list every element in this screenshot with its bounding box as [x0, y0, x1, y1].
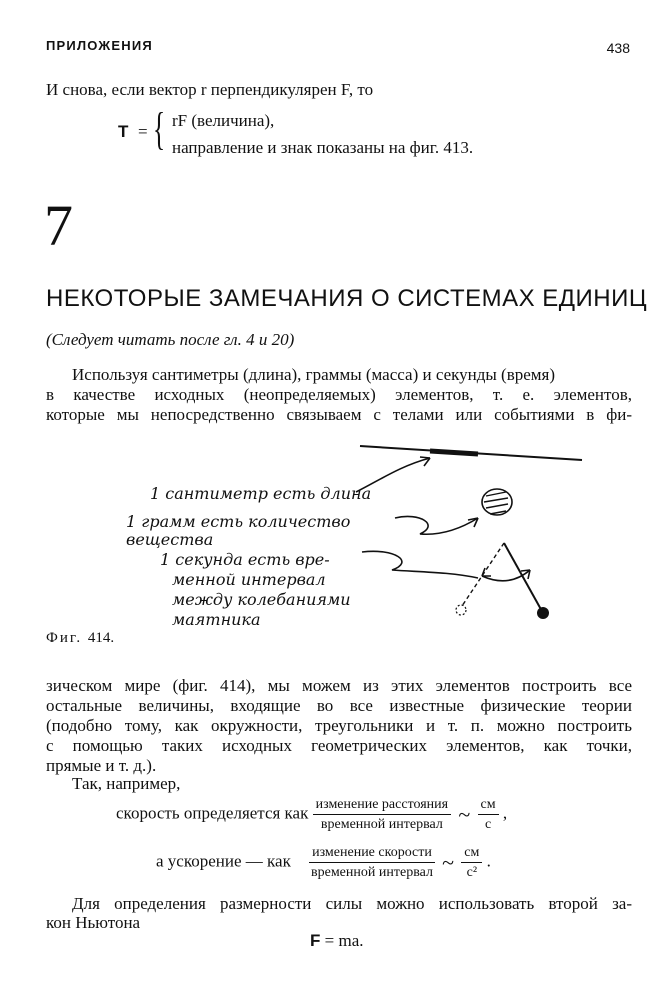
gram-mass-blob: [482, 489, 512, 515]
velocity-unit-numerator: см: [478, 796, 499, 815]
para1-line-2: в качестве исходных (неопределяемых) элементов, т. е. элементов,: [46, 385, 632, 404]
figure-caption-label: Фиг.: [46, 630, 83, 646]
velocity-suffix: ,: [502, 803, 508, 823]
hand-line-centimeter: 1 сантиметр есть длина: [150, 484, 372, 503]
newton-force: F: [310, 931, 321, 950]
hand-line-pendulum: маятника: [172, 610, 261, 629]
hand-line-between: между колебаниями: [172, 590, 351, 609]
para1-line-3: которые мы непосредственно связываем с телами или событиями в фи-: [46, 405, 632, 424]
torque-symbol: T: [118, 122, 129, 141]
centimeter-mark: [430, 451, 478, 454]
velocity-tilde: ~: [458, 801, 471, 827]
velocity-denominator: временной интервал: [320, 817, 443, 832]
hand-line-substance: вещества: [126, 530, 214, 549]
para1-line-1: Используя сантиметры (длина), граммы (масса) и секунды (время): [72, 365, 556, 384]
acceleration-unit-fraction: [461, 844, 482, 881]
para2-line-2: остальные величины, входящие во все известные физические теории: [46, 696, 632, 715]
para2-line-3: (подобно тому, как окружности, треугольники и т. п. можно построить: [46, 716, 632, 735]
velocity-fraction: [313, 796, 451, 833]
para2-line-1: зическом мире (фиг. 414), мы можем из этих элементов построить все: [46, 676, 632, 695]
velocity-formula: [116, 796, 507, 833]
hand-line-gram: 1 грамм есть количество: [126, 512, 351, 531]
newton-law: [310, 931, 364, 951]
chapter-number: 7: [44, 193, 73, 258]
para2-line-5: прямые и т. д.).: [46, 756, 157, 775]
acceleration-numerator: изменение скорости: [309, 844, 435, 863]
acceleration-fraction: [309, 844, 435, 881]
acceleration-prefix: а ускорение — как: [156, 851, 291, 871]
velocity-unit-fraction: [478, 796, 499, 833]
velocity-prefix: скорость определяется как: [116, 803, 309, 823]
velocity-numerator: изменение расстояния: [313, 796, 451, 815]
reading-note: (Следует читать после гл. 4 и 20): [46, 330, 295, 349]
para2-line-4: с помощью таких исходных геометрических элементов, как точки,: [46, 736, 632, 755]
page-number: 438: [606, 40, 630, 56]
figure-caption: [46, 630, 114, 647]
running-title: ПРИЛОЖЕНИЯ: [46, 38, 153, 53]
acceleration-unit-denominator: с²: [466, 865, 478, 880]
case-magnitude: rF (величина),: [172, 111, 275, 130]
para4-line-2: кон Ньютона: [46, 913, 141, 932]
intro-line: И снова, если вектор r перпендикулярен F, то: [46, 80, 374, 99]
hand-line-second: 1 секунда есть вре-: [160, 550, 330, 569]
figure-caption-number: 414.: [87, 630, 115, 646]
pendulum-drawing: [456, 543, 549, 619]
hand-line-interval: менной интервал: [172, 570, 326, 589]
acceleration-denominator: временной интервал: [311, 865, 433, 880]
acceleration-tilde: ~: [442, 849, 455, 875]
para3: Так, например,: [72, 774, 181, 793]
case-direction: направление и знак показаны на фиг. 413.: [172, 138, 474, 157]
para4-line-1: Для определения размерности силы можно использовать второй за-: [72, 894, 632, 913]
acceleration-unit-numerator: см: [461, 844, 482, 863]
left-brace: {: [153, 103, 166, 154]
equals-sign: =: [138, 122, 148, 141]
chapter-title: НЕКОТОРЫЕ ЗАМЕЧАНИЯ О СИСТЕМАХ ЕДИНИЦ: [46, 285, 648, 312]
velocity-unit-denominator: с: [484, 817, 492, 832]
acceleration-suffix: .: [486, 851, 491, 871]
newton-rhs: = ma.: [324, 931, 364, 950]
acceleration-formula: [156, 844, 491, 881]
